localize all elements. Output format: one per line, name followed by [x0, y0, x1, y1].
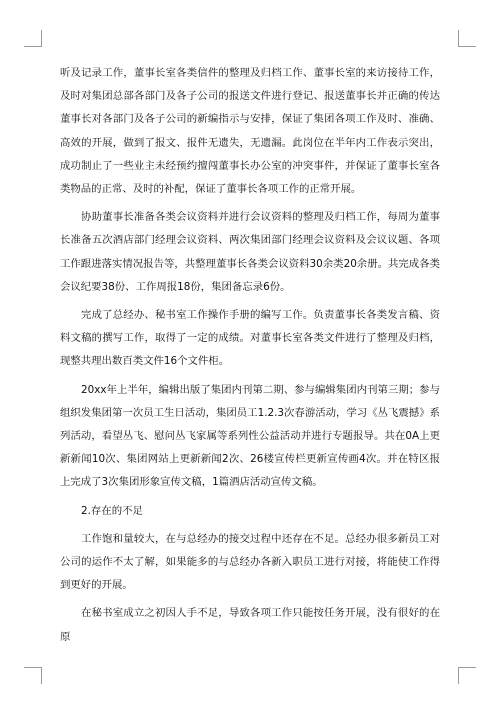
- crop-mark-top-right: [458, 30, 476, 47]
- paragraph-staffing: 在秘书室成立之初因人手不足，导致各项工作只能按任务开展，没有很好的在原: [60, 607, 440, 643]
- paragraph-duties-continued: 听及记录工作，董事长室各类信件的整理及归档工作、董事长室的来访接待工作，及时对集团总部各部门及各子公司的报送文件进行登记、报送董事长并正确的传达董事长对各部门及各子公司的新编指示与安排，保证了集团各项工作及时、准确、高效的开展，做到了报文、报件无遗失，无遗漏。此岗位在半年内工作表示突出，成功制止了一些业主未经预约擅闯董事长办公室的冲突事件，并保证了董事长室各类物品的正常、及时的补配，保证了董事长各项工作的正常开展。: [60, 67, 440, 196]
- crop-mark-top-left: [24, 30, 42, 47]
- paragraph-workload: 工作饱和量较大，在与总经办的接交过程中还存在不足。总经办很多新员工对公司的运作不太了解，如果能多的与总经办各新入职员工进行对接，将能使工作得到更好的开展。: [60, 532, 440, 592]
- section-heading-shortcomings: 2.存在的不足: [81, 504, 143, 517]
- paragraph-meeting-materials: 协助董事长准备各类会议资料并进行会议资料的整理及归档工作，每周为董事长准备五次酒店部门经理会议资料、两次集团部门经理会议资料及会议议题、各项工作跟进落实情况报告等，共整理董事长各类会议资料30余类20余册。共完成各类会议纪要38份、工作周报18份，集团备忘录6份。: [60, 211, 440, 293]
- crop-mark-bottom-left: [24, 667, 42, 684]
- document-body: [60, 62, 440, 649]
- paragraph-publications: 20xx年上半年，编辑出版了集团内刊第二期、参与编辑集团内刊第三期；参与组织发集团第一次员工生日活动，集团员工1.2.3次春游活动，学习《丛飞震撼》系列活动，看望丛飞、慰问丛飞家属等系列性公益活动并进行专题报导。共在0A上更新新闻10次、集团网站上更新新闻2次、26楼宣传栏更新宣传画4次。并在特区报上完成了3次集团形象宣传文稿，1篇酒店活动宣传文稿。: [60, 383, 440, 489]
- paragraph-handbook: 完成了总经办、秘书室工作操作手册的编写工作。负责董事长各类发言稿、资料文稿的撰写工作，取得了一定的成绩。对董事长室各类文件进行了整理及归档，现整共理出数百类文件16个文件柜。: [60, 309, 440, 368]
- crop-mark-bottom-right: [458, 667, 476, 684]
